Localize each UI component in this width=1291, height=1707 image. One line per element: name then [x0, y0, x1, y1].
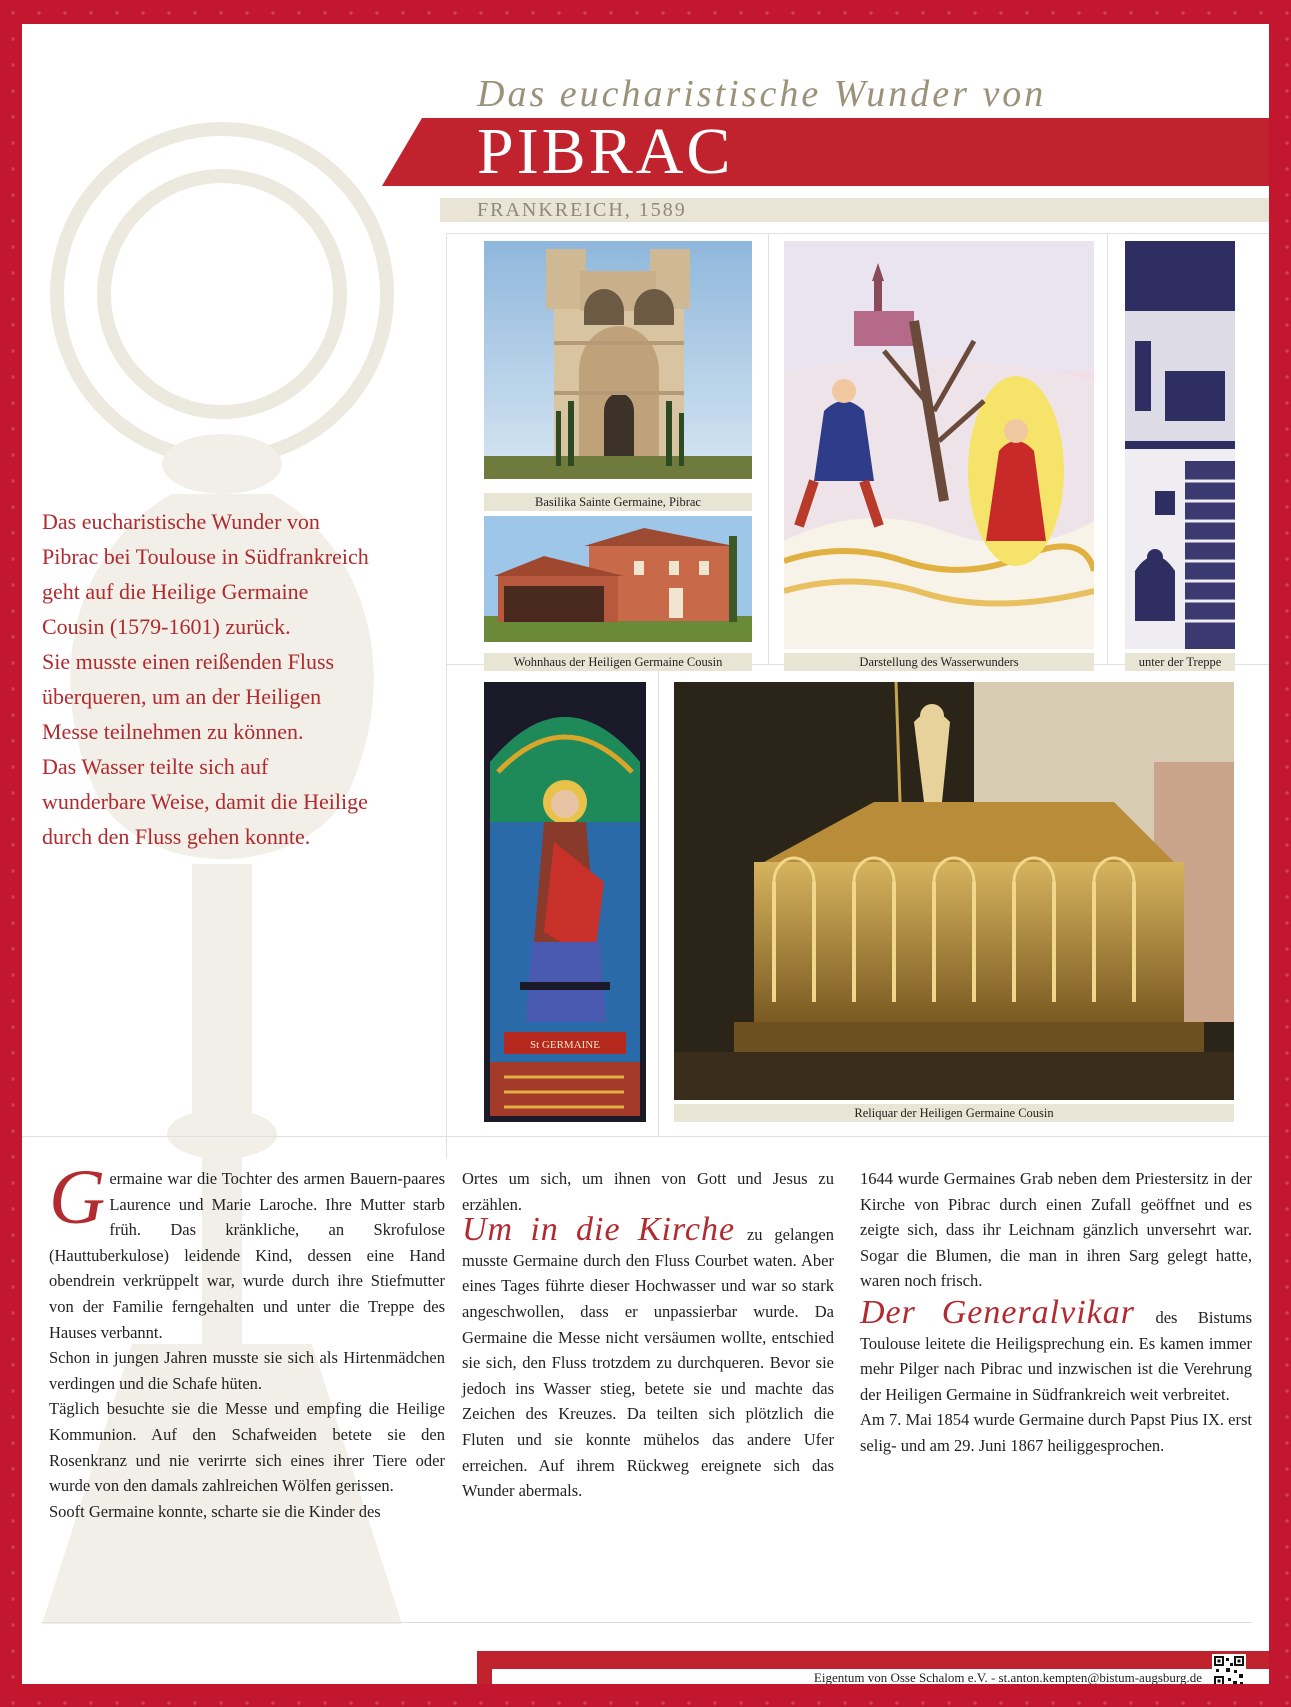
window-label: St GERMAINE [530, 1039, 600, 1051]
text-column-2 [462, 1166, 834, 1504]
subtitle: FRANKREICH, 1589 [477, 199, 687, 221]
paragraph: Am 7. Mai 1854 wurde Germaine durch Papst Pius IX. erst selig- und am 29. Juni 1867 heiliggesprochen. [860, 1410, 1252, 1455]
grid-line [768, 233, 769, 664]
paragraph: 1644 wurde Germaines Grab neben dem Priestersitz in der Kirche von Pibrac durch einen Zufall geöffnet und es zeigte sich, dass ihr Leichnam gänzlich unversehrt war. Sogar die Blumen, die man in ihren Sarg gelegt hatte, waren noch frisch. [860, 1169, 1252, 1291]
stairs-woodcut [1125, 241, 1235, 649]
paragraph: ermaine war die Tochter des armen Bauern-paares Laurence und Marie Laroche. Ihre Mutter starb früh. Das kränkliche, an Skrofulose (Hauttuberkulose) leidende Kind, dessen eine Hand obendrein verkrüppelt war, wurde durch ihre Stiefmutter von der Familie ferngehalten und unter die Treppe des Hauses verbannt. [49, 1169, 445, 1342]
intro-line: Messe teilnehmen zu können. [42, 719, 304, 744]
intro-line: Das Wasser teilte sich auf [42, 754, 269, 779]
intro-line: Sie musste einen reißenden Fluss [42, 649, 335, 674]
text-column-3 [860, 1166, 1252, 1459]
intro-line: Cousin (1579-1601) zurück. [42, 614, 291, 639]
reliquary-photo [674, 682, 1234, 1100]
lead-phrase: Um in die Kirche [462, 1211, 736, 1249]
paragraph: Ortes um sich, um ihnen von Gott und Jesus zu erzählen. [462, 1169, 834, 1214]
grid-line [658, 664, 659, 1136]
water-miracle-painting [784, 241, 1094, 649]
caption-water: Darstellung des Wasserwunders [784, 653, 1094, 671]
paragraph: Sooft Germaine konnte, scharte sie die Kinder des [49, 1501, 381, 1521]
intro-line: Pibrac bei Toulouse in Südfrankreich [42, 544, 369, 569]
lead-phrase: Der Generalvikar [860, 1293, 1135, 1331]
footer-text: Eigentum von Osse Schalom e.V. - st.anton.kempten@bistum-augsburg.de [813, 1670, 1202, 1684]
text-column-1 [49, 1153, 445, 1524]
grid-line [446, 233, 1269, 234]
paragraph-text: zu gelangen musste Germaine durch den Fluss Courbet waten. Aber eines Tages führte dieser Hochwasser und war so stark angeschwollen, dass er unpassierbar wurde. Da Germaine die Messe nicht versäumen wollte, entschied sie sich, den Fluss trotzdem zu durchqueren. Bevor sie jedoch ins Wasser stieg, betete sie und machte das Zeichen des Kreuzes. Da teilten sich plötzlich die Fluten und sie konnte mühelos das andere Ufer erreichen. Auf ihrem Rückweg ereignete sich das Wunder abermals. [462, 1225, 834, 1501]
caption-house: Wohnhaus der Heiligen Germaine Cousin [484, 653, 752, 671]
caption-stairs: unter der Treppe [1125, 653, 1235, 671]
grid-line [22, 1136, 1269, 1137]
footer-divider [42, 1622, 1252, 1623]
poster-sheet [22, 24, 1269, 1684]
qr-code-icon[interactable] [1212, 1654, 1246, 1684]
caption-basilica: Basilika Sainte Germaine, Pibrac [484, 493, 752, 511]
house-photo [484, 516, 752, 642]
paragraph: Schon in jungen Jahren musste sie sich als Hirtenmädchen verdingen und die Schafe hüten. [49, 1348, 445, 1393]
supertitle: Das eucharistische Wunder von [477, 73, 1047, 115]
intro-text [42, 504, 432, 854]
intro-line: geht auf die Heilige Germaine [42, 579, 309, 604]
paragraph [462, 1211, 834, 1504]
drop-cap: G [49, 1153, 106, 1240]
intro-line: durch den Fluss gehen konnte. [42, 824, 311, 849]
stained-glass-window [484, 682, 646, 1122]
caption-reliquary: Reliquar der Heiligen Germaine Cousin [674, 1104, 1234, 1122]
paragraph: Täglich besuchte sie die Messe und empfing die Heilige Kommunion. Auf den Schafweiden betete sie den Rosenkranz und nie verirrte sich eines ihrer Tiere oder wurde von den damals zahlreichen Wölfen gerissen. [49, 1399, 445, 1496]
grid-line [1107, 233, 1108, 664]
intro-line: Das eucharistische Wunder von [42, 509, 320, 534]
intro-line: überqueren, um an der Heiligen [42, 684, 322, 709]
paragraph-text: des Bistums Toulouse leitete die Heiligsprechung ein. Es kamen immer mehr Pilger nach Pibrac und inzwischen ist die Verehrung der Heiligen Germaine in Südfrankreich weit verbreitet. [860, 1307, 1252, 1404]
paragraph [860, 1293, 1252, 1407]
intro-line: wunderbare Weise, damit die Heilige [42, 789, 368, 814]
grid-line [446, 233, 447, 1159]
title-band-notch [382, 118, 422, 186]
basilica-photo [484, 241, 752, 479]
page-title: PIBRAC [477, 115, 734, 188]
